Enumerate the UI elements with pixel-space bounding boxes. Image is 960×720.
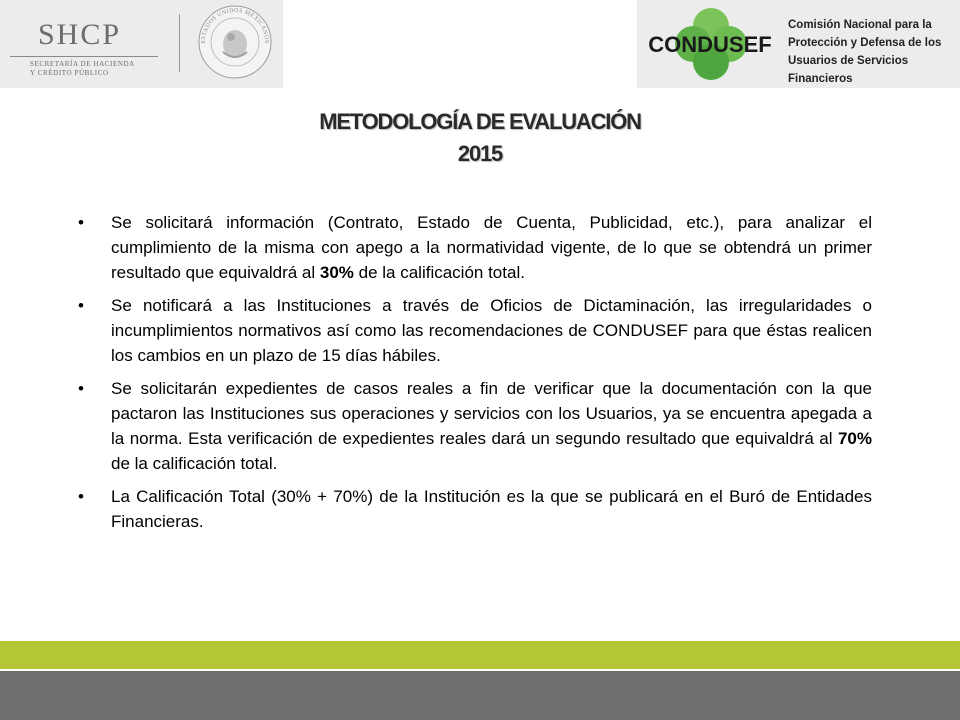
bullet-item-2 — [78, 293, 872, 368]
bullet-item-1 — [78, 210, 872, 285]
shcp-logo — [0, 0, 283, 88]
condusef-name-line1: Comisión Nacional para la — [788, 19, 932, 31]
bullet-list — [78, 210, 872, 542]
condusef-logo — [637, 0, 960, 88]
bullet-4-text: La Calificación Total (30% + 70%) de la Institución es la que se publicará en el Buró de Entidades Financieras. — [111, 487, 872, 531]
bullet-dot-icon: • — [78, 379, 84, 398]
condusef-emblem-icon — [641, 6, 779, 82]
bullet-dot-icon: • — [78, 296, 84, 315]
bullet-dot-icon: • — [78, 487, 84, 506]
bullet-3-text-after: de la calificación total. — [111, 454, 278, 473]
title-line1: METODOLOGÍA DE EVALUACIÓN — [319, 109, 641, 134]
condusef-full-name — [788, 16, 958, 88]
condusef-name-line2: Protección y Defensa de los — [788, 37, 942, 49]
bullet-1-bold: 30% — [319, 263, 354, 282]
bullet-3-text-before: Se solicitarán expedientes de casos reales a fin de verificar que la documentación con la que pactaron las Instituciones sus operaciones y servicios con los Usuarios, ya se encuentra apegada a la norma. Esta verificación de expedientes reales dará un segundo resultado que equivaldrá al — [111, 379, 872, 448]
page-title — [0, 106, 960, 170]
seal-text: ESTADOS UNIDOS MEXICANOS — [200, 7, 270, 44]
footer-accent-bar — [0, 641, 960, 669]
shcp-subtitle — [30, 60, 160, 78]
title-line2: 2015 — [457, 141, 503, 166]
bullet-1-text-before: Se solicitará información (Contrato, Estado de Cuenta, Publicidad, etc.), para analizar el cumplimiento de la misma con apego a la normatividad vigente, de lo que se obtendrá un primer resultado que equivaldrá al — [111, 213, 872, 282]
footer-bar — [0, 671, 960, 720]
shcp-acronym: SHCP — [38, 18, 122, 51]
bullet-item-3 — [78, 376, 872, 476]
shcp-subtitle-line1: SECRETARÍA DE HACIENDA — [30, 60, 135, 68]
shcp-rule — [10, 56, 158, 57]
bullet-dot-icon: • — [78, 213, 84, 232]
mexico-seal-icon — [197, 4, 273, 80]
bullet-2-text: Se notificará a las Instituciones a través de Oficios de Dictaminación, las irregularidades o incumplimientos normativos así como las recomendaciones de CONDUSEF para que éstas realicen los cambios en un plazo de 15 días hábiles. — [111, 296, 872, 365]
bullet-1-text-after: de la calificación total. — [353, 263, 525, 282]
bullet-3-bold: 70% — [837, 429, 872, 448]
shcp-divider — [179, 14, 180, 72]
condusef-name-line3: Usuarios de Servicios Financieros — [788, 55, 909, 85]
bullet-item-4 — [78, 484, 872, 534]
shcp-subtitle-line2: Y CRÉDITO PÚBLICO — [30, 69, 109, 77]
condusef-acronym: CONDUSEF — [648, 32, 772, 57]
